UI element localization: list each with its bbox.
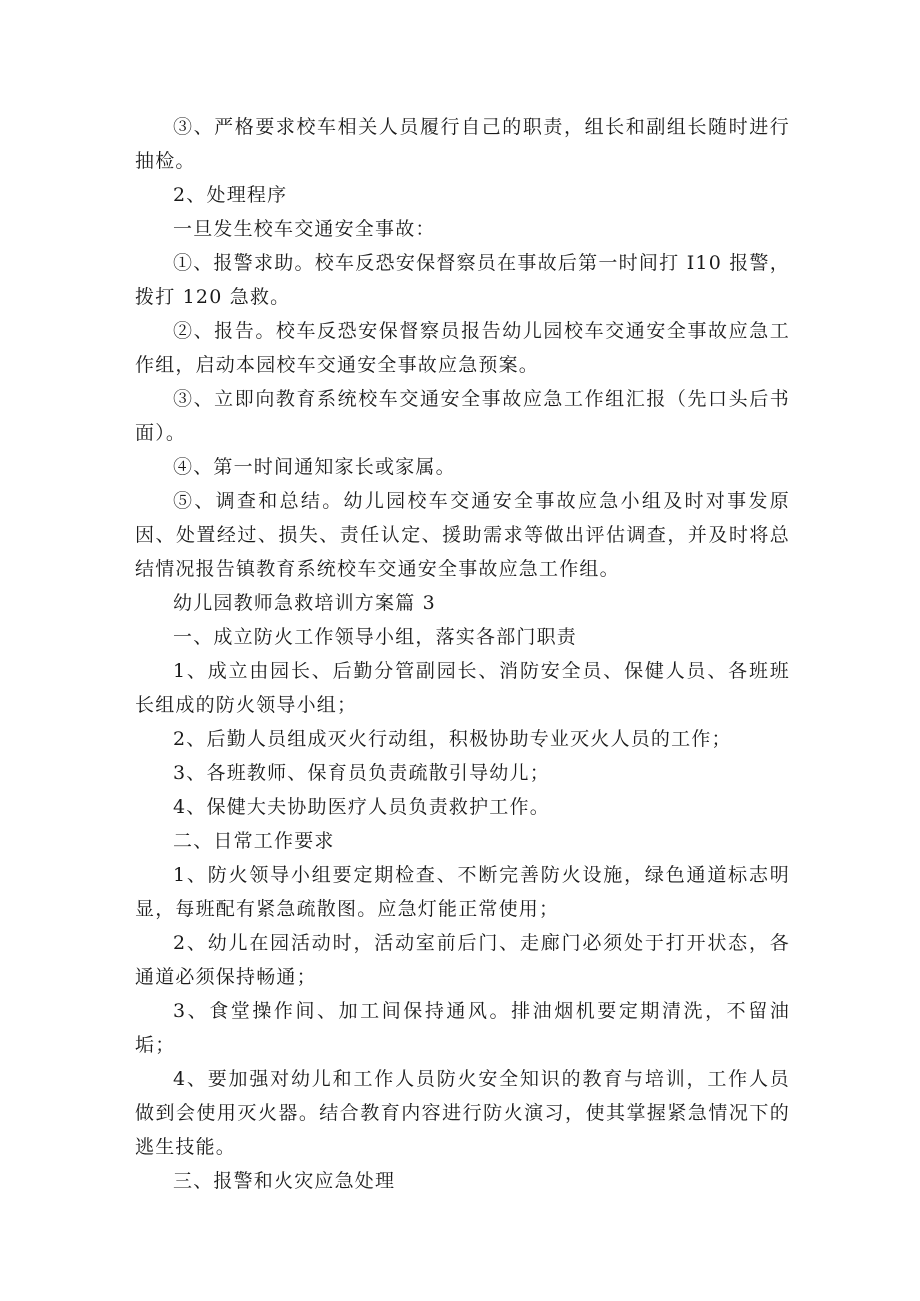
paragraph-14: 4、保健大夫协助医疗人员负责救护工作。 — [173, 796, 550, 818]
subheading-1: 一、成立防火工作领导小组，落实各部门职责 — [173, 626, 578, 648]
subheading-2: 二、日常工作要求 — [173, 830, 335, 852]
paragraph-4: ①、报警求助。校车反恐安保督察员在事故后第一时间打 I10 报警，拨打 120 急救。 — [135, 252, 790, 308]
paragraph-2: 2、处理程序 — [173, 184, 288, 206]
paragraph-5: ②、报告。校车反恐安保督察员报告幼儿园校车交通安全事故应急工作组，启动本园校车交通安全事故应急预案。 — [135, 320, 790, 376]
document-body — [135, 110, 790, 1198]
paragraph-8: ⑤、调查和总结。幼儿园校车交通安全事故应急小组及时对事发原因、处置经过、损失、责任认定、援助需求等做出评估调查，并及时将总结情况报告镇教育系统校车交通安全事故应急工作组。 — [135, 490, 790, 580]
subheading-3: 三、报警和火灾应急处理 — [173, 1170, 396, 1192]
paragraph-17: 2、幼儿在园活动时，活动室前后门、走廊门必须处于打开状态，各通道必须保持畅通； — [135, 932, 790, 988]
paragraph-3: 一旦发生校车交通安全事故： — [173, 218, 436, 240]
paragraph-1: ③、严格要求校车相关人员履行自己的职责，组长和副组长随时进行抽检。 — [135, 116, 790, 172]
paragraph-13: 3、各班教师、保育员负责疏散引导幼儿； — [173, 762, 550, 784]
paragraph-16: 1、防火领导小组要定期检查、不断完善防火设施，绿色通道标志明显，每班配有紧急疏散图。应急灯能正常使用； — [135, 864, 790, 920]
paragraph-18: 3、食堂操作间、加工间保持通风。排油烟机要定期清洗，不留油垢； — [135, 1000, 790, 1056]
section-heading: 幼儿园教师急救培训方案篇 3 — [173, 592, 436, 614]
paragraph-6: ③、立即向教育系统校车交通安全事故应急工作组汇报（先口头后书面）。 — [135, 388, 790, 444]
paragraph-19: 4、要加强对幼儿和工作人员防火安全知识的教育与培训，工作人员做到会使用灭火器。结合教育内容进行防火演习，使其掌握紧急情况下的逃生技能。 — [135, 1068, 790, 1158]
paragraph-7: ④、第一时间通知家长或家属。 — [173, 456, 456, 478]
paragraph-12: 2、后勤人员组成灭火行动组，积极协助专业灭火人员的工作； — [173, 728, 732, 750]
paragraph-11: 1、成立由园长、后勤分管副园长、消防安全员、保健人员、各班班长组成的防火领导小组； — [135, 660, 790, 716]
